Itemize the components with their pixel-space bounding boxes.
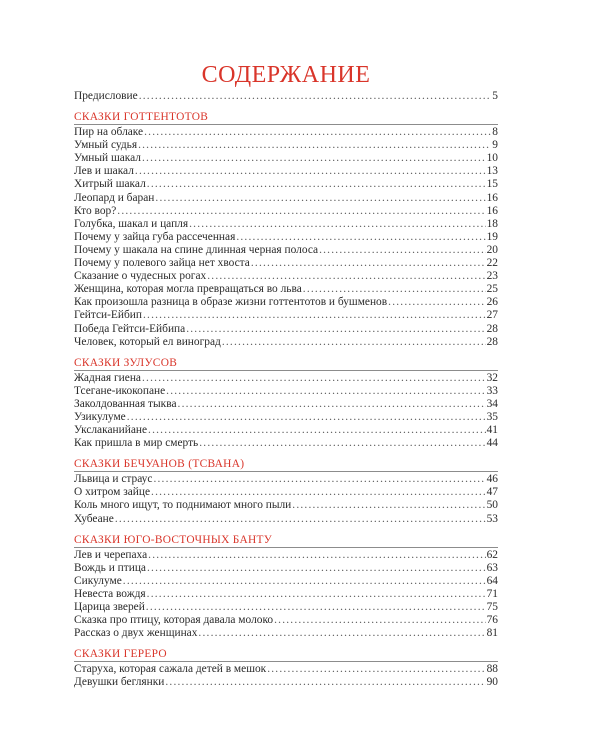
leader-dots: [274, 614, 486, 627]
leader-dots: [144, 126, 491, 139]
toc-section: [74, 356, 498, 451]
toc-entry-label: Сказка про птицу, которая давала молоко: [74, 614, 274, 627]
toc-entry-page: 5: [492, 90, 498, 102]
toc-section: [74, 533, 498, 641]
leader-dots: [186, 323, 485, 336]
toc-entry-label: Сказание о чудесных рогах: [74, 270, 207, 283]
toc-entry-page: 41: [486, 424, 498, 437]
toc-entry-page: 10: [486, 152, 498, 165]
toc-entry[interactable]: [74, 139, 498, 152]
toc-entry[interactable]: [74, 283, 498, 296]
toc-entry[interactable]: [74, 257, 498, 270]
toc-entry-page: 33: [486, 384, 498, 397]
toc-entry-label: Предисловие: [74, 90, 138, 102]
leader-dots: [166, 385, 485, 398]
toc-entry-label: Сикулуме: [74, 574, 122, 587]
toc-entry-label: Тсегане-икокопане: [74, 384, 166, 397]
toc-entry[interactable]: [74, 614, 498, 627]
leader-dots: [143, 309, 486, 322]
toc-entry[interactable]: [74, 575, 498, 588]
toc-entry-page: 46: [486, 473, 498, 486]
leader-dots: [236, 231, 485, 244]
toc-entry-page: 16: [486, 204, 498, 217]
toc-entry-page: 18: [486, 217, 498, 230]
toc-entry[interactable]: [74, 372, 498, 385]
table-of-contents: [74, 62, 498, 689]
toc-entry-page: 34: [486, 397, 498, 410]
toc-entry[interactable]: [74, 126, 498, 139]
toc-entry[interactable]: [74, 486, 498, 499]
toc-entry-label: Человек, который ел виноград: [74, 335, 221, 348]
section-title: СКАЗКИ ГОТТЕНТОТОВ: [74, 110, 498, 125]
toc-entry-label: Как произошла разница в образе жизни готтентотов и бушменов: [74, 296, 388, 309]
toc-entry[interactable]: [74, 218, 498, 231]
toc-entry-page: 71: [486, 587, 498, 600]
toc-entry[interactable]: [74, 192, 498, 205]
toc-section: [74, 457, 498, 525]
leader-dots: [117, 205, 485, 218]
toc-entry-label: Победа Гейтси-Ейбипа: [74, 322, 186, 335]
toc-entry-label: Вождь и птица: [74, 561, 146, 574]
leader-dots: [199, 437, 485, 450]
toc-entry-label: Львица и страус: [74, 473, 153, 486]
page-title: СОДЕРЖАНИЕ: [201, 62, 371, 88]
toc-entry-page: 28: [486, 322, 498, 335]
toc-sections: [74, 110, 498, 689]
toc-entry-page: 62: [486, 548, 498, 561]
toc-entry[interactable]: [74, 663, 498, 676]
toc-entry-page: 35: [486, 410, 498, 423]
toc-entry-page: 44: [486, 437, 498, 450]
toc-entry-label: Почему у зайца губа рассеченная: [74, 230, 236, 243]
toc-entry-page: 81: [486, 627, 498, 640]
toc-entry-page: 19: [486, 230, 498, 243]
toc-entry[interactable]: [74, 205, 498, 218]
toc-entry-label: Хитрый шакал: [74, 178, 146, 191]
toc-entry[interactable]: [74, 627, 498, 640]
toc-entry-label: Заколдованная тыква: [74, 397, 177, 410]
toc-entry[interactable]: [74, 296, 498, 309]
toc-entry[interactable]: [74, 336, 498, 349]
toc-entry[interactable]: [74, 244, 498, 257]
toc-entry-label: Узикулуме: [74, 410, 126, 423]
leader-dots: [138, 139, 491, 152]
toc-section: [74, 110, 498, 349]
leader-dots: [127, 411, 486, 424]
toc-entry-label: О хитром зайце: [74, 486, 151, 499]
toc-entry-label: Почему у полевого зайца нет хвоста: [74, 257, 250, 270]
toc-entry-label: Как пришла в мир смерть: [74, 437, 199, 450]
toc-entry-label: Старуха, которая сажала детей в мешок: [74, 663, 267, 676]
toc-entry[interactable]: [74, 562, 498, 575]
toc-entry-page: 22: [486, 257, 498, 270]
toc-entry[interactable]: [74, 152, 498, 165]
toc-entry-label: Гейтси-Ейбип: [74, 309, 142, 322]
leader-dots: [148, 549, 485, 562]
leader-dots: [222, 336, 486, 349]
toc-entry-page: 13: [486, 165, 498, 178]
leader-dots: [151, 486, 486, 499]
toc-entry-label: Девушки беглянки: [74, 676, 165, 689]
leader-dots: [135, 165, 486, 178]
toc-entry[interactable]: [74, 231, 498, 244]
leader-dots: [147, 588, 486, 601]
toc-entry-label: Лев и шакал: [74, 165, 134, 178]
toc-entry[interactable]: [74, 601, 498, 614]
toc-entry[interactable]: [74, 513, 498, 526]
toc-entry-page: 32: [486, 371, 498, 384]
toc-entry[interactable]: [74, 424, 498, 437]
toc-entry-page: 23: [486, 270, 498, 283]
leader-dots: [147, 562, 486, 575]
toc-entry-page: 64: [486, 574, 498, 587]
toc-entry[interactable]: [74, 398, 498, 411]
leader-dots: [189, 218, 486, 231]
toc-entry-label: Царица зверей: [74, 601, 145, 613]
toc-entry[interactable]: [74, 588, 498, 601]
toc-entry-page: 15: [486, 178, 498, 191]
leader-dots: [148, 424, 486, 437]
toc-entry-page: 50: [486, 499, 498, 512]
toc-entry-page: 20: [486, 243, 498, 256]
toc-entry-label: Пир на облаке: [74, 126, 144, 139]
toc-entry-label: Хубеане: [74, 512, 114, 525]
leader-dots: [207, 270, 485, 283]
toc-entry-page: 47: [486, 486, 498, 499]
toc-entry[interactable]: [74, 270, 498, 283]
toc-entry-label: Женщина, которая могла превращаться во льва: [74, 283, 302, 296]
toc-entry-label: Жадная гиена: [74, 371, 141, 384]
toc-entry[interactable]: [74, 165, 498, 178]
leader-dots: [115, 513, 486, 526]
leader-dots: [153, 473, 485, 486]
leader-dots: [123, 575, 486, 588]
toc-entry-page: 88: [486, 663, 498, 676]
toc-entry-label: Умный шакал: [74, 152, 141, 165]
section-title: СКАЗКИ ГЕРЕРО: [74, 647, 498, 662]
toc-entry-page: 75: [486, 601, 498, 613]
toc-entry[interactable]: [74, 676, 498, 689]
toc-section: [74, 647, 498, 689]
toc-entry-label: Голубка, шакал и цапля: [74, 217, 189, 230]
toc-entry-page: 25: [486, 283, 498, 296]
toc-entry[interactable]: [74, 473, 498, 486]
toc-entry-label: Рассказ о двух женщинах: [74, 627, 198, 640]
toc-entry-page: 9: [492, 139, 498, 152]
toc-entry-page: 26: [486, 296, 498, 309]
leader-dots: [251, 257, 486, 270]
leader-dots: [142, 372, 486, 385]
toc-entry[interactable]: [74, 178, 498, 191]
toc-entry-page: 76: [486, 614, 498, 627]
toc-entry[interactable]: [74, 437, 498, 450]
toc-entry-label: Коль много ищут, то поднимают много пыли: [74, 499, 292, 512]
toc-entry-label: Умный судья: [74, 139, 138, 152]
toc-entry-label: Лев и черепаха: [74, 548, 148, 561]
leader-dots: [198, 627, 485, 640]
toc-entry-page: 63: [486, 561, 498, 574]
leader-dots: [303, 283, 486, 296]
leader-dots: [165, 676, 485, 689]
leader-dots: [155, 192, 485, 205]
toc-entry-page: 16: [486, 191, 498, 204]
toc-entry[interactable]: [74, 499, 498, 512]
leader-dots: [267, 663, 485, 676]
toc-entry[interactable]: [74, 549, 498, 562]
toc-entry-preface[interactable]: [74, 90, 498, 103]
toc-entry[interactable]: [74, 323, 498, 336]
toc-entry-page: 8: [492, 126, 498, 139]
toc-entry-label: Укслаканийане: [74, 424, 148, 437]
toc-entry-page: 28: [486, 335, 498, 348]
toc-entry-label: Леопард и баран: [74, 191, 155, 204]
section-title: СКАЗКИ ЗУЛУСОВ: [74, 356, 498, 371]
toc-entry-label: Кто вор?: [74, 204, 117, 217]
leader-dots: [319, 244, 486, 257]
toc-entry[interactable]: [74, 309, 498, 322]
toc-entry-label: Невеста вождя: [74, 587, 146, 600]
leader-dots: [147, 178, 486, 191]
toc-entry-page: 53: [486, 512, 498, 525]
leader-dots: [139, 90, 491, 103]
leader-dots: [146, 601, 486, 614]
section-title: СКАЗКИ ЮГО-ВОСТОЧНЫХ БАНТУ: [74, 533, 498, 548]
toc-entry-page: 27: [486, 309, 498, 322]
section-title: СКАЗКИ БЕЧУАНОВ (ТСВАНА): [74, 457, 498, 472]
leader-dots: [388, 296, 485, 309]
leader-dots: [178, 398, 486, 411]
toc-entry-page: 90: [486, 676, 498, 689]
leader-dots: [292, 499, 485, 512]
toc-entry-label: Почему у шакала на спине длинная черная полоса: [74, 243, 319, 256]
leader-dots: [142, 152, 486, 165]
toc-entry[interactable]: [74, 385, 498, 398]
toc-entry[interactable]: [74, 411, 498, 424]
